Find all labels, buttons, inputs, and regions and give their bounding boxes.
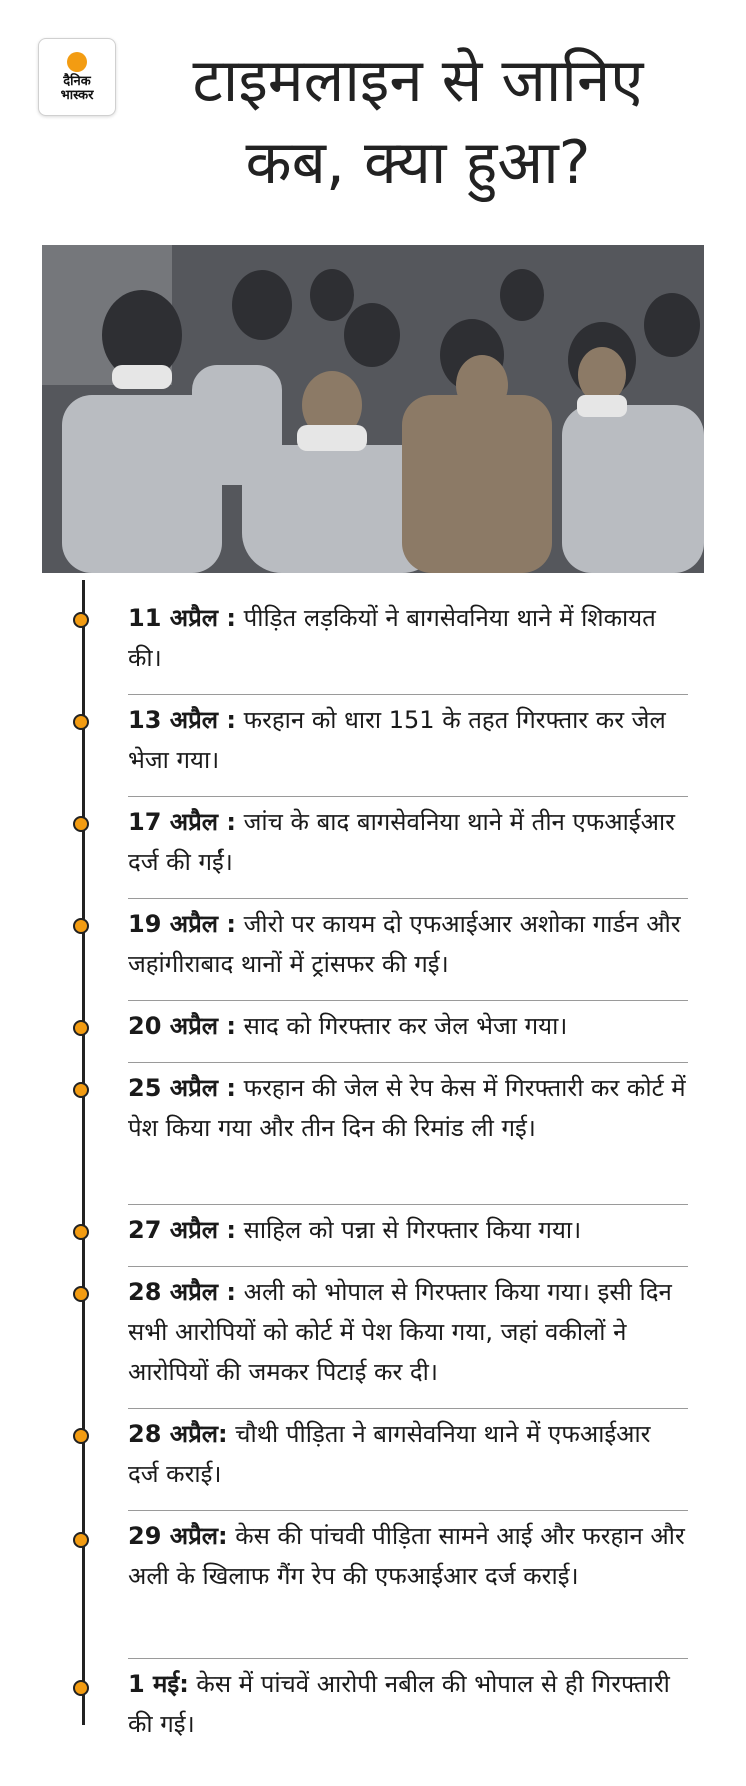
event-text: केस की पांचवी पीड़िता सामने आई और फरहान और अली के खिलाफ गैंग रेप की एफआईआर दर्ज कराई। bbox=[128, 1522, 685, 1590]
dainik-bhaskar-logo bbox=[38, 38, 116, 116]
timeline-dot bbox=[73, 1680, 89, 1696]
event-date: 19 अप्रैल : bbox=[128, 910, 236, 938]
timeline-dot bbox=[73, 714, 89, 730]
event-text: साहिल को पन्ना से गिरफ्तार किया गया। bbox=[235, 1216, 582, 1244]
timeline-event bbox=[128, 802, 688, 882]
event-date: 17 अप्रैल : bbox=[128, 808, 236, 836]
event-date: 20 अप्रैल : bbox=[128, 1012, 236, 1040]
timeline-event bbox=[128, 1664, 688, 1744]
timeline-dot bbox=[73, 918, 89, 934]
timeline-event bbox=[128, 904, 688, 984]
timeline-separator bbox=[128, 1000, 688, 1001]
title-line2: कब, क्या हुआ? bbox=[245, 128, 591, 198]
sun-icon bbox=[67, 52, 87, 72]
timeline-dot bbox=[73, 1224, 89, 1240]
timeline-line bbox=[82, 580, 85, 1725]
event-text: साद को गिरफ्तार कर जेल भेजा गया। bbox=[235, 1012, 568, 1040]
timeline-separator bbox=[128, 1204, 688, 1205]
event-text: फरहान को धारा 151 के तहत गिरफ्तार कर जेल भेजा गया। bbox=[128, 706, 666, 774]
event-text: जांच के बाद बागसेवनिया थाने में तीन एफआईआर दर्ज की गईं। bbox=[128, 808, 675, 876]
timeline-separator bbox=[128, 1658, 688, 1659]
timeline-dot bbox=[73, 1428, 89, 1444]
logo-text-line2: भास्कर bbox=[60, 87, 94, 103]
title-line1: टाइमलाइन से जानिए bbox=[192, 46, 644, 116]
event-text: फरहान की जेल से रेप केस में गिरफ्तारी कर कोर्ट में पेश किया गया और तीन दिन की रिमांड ली गई। bbox=[128, 1074, 686, 1142]
event-text: जीरो पर कायम दो एफआईआर अशोका गार्डन और जहांगीराबाद थानों में ट्रांसफर की गई। bbox=[128, 910, 681, 978]
event-text: पीड़ित लड़कियों ने बागसेवनिया थाने में शिकायत की। bbox=[128, 604, 656, 672]
timeline-dot bbox=[73, 1532, 89, 1548]
timeline-event bbox=[128, 700, 688, 780]
timeline-dot bbox=[73, 1082, 89, 1098]
timeline-event bbox=[128, 1414, 688, 1494]
timeline-separator bbox=[128, 1510, 688, 1511]
event-date: 29 अप्रैल: bbox=[128, 1522, 228, 1550]
timeline-event bbox=[128, 1068, 688, 1148]
timeline-separator bbox=[128, 796, 688, 797]
timeline-dot bbox=[73, 612, 89, 628]
timeline-event bbox=[128, 1272, 688, 1392]
event-date: 25 अप्रैल : bbox=[128, 1074, 236, 1102]
event-date: 28 अप्रैल : bbox=[128, 1278, 236, 1306]
event-date: 11 अप्रैल : bbox=[128, 604, 236, 632]
timeline-event bbox=[128, 598, 688, 678]
timeline-dot bbox=[73, 816, 89, 832]
timeline-separator bbox=[128, 1408, 688, 1409]
event-date: 27 अप्रैल : bbox=[128, 1216, 236, 1244]
event-date: 28 अप्रैल: bbox=[128, 1420, 228, 1448]
timeline-dot bbox=[73, 1286, 89, 1302]
event-text: केस में पांचवें आरोपी नबील की भोपाल से ही गिरफ्तारी की गई। bbox=[128, 1670, 670, 1738]
timeline-event bbox=[128, 1006, 688, 1046]
event-date: 1 मई: bbox=[128, 1670, 189, 1698]
event-text: अली को भोपाल से गिरफ्तार किया गया। इसी दिन सभी आरोपियों को कोर्ट में पेश किया गया, जहां वकीलों ने आरोपियों की जमकर पिटाई कर दी। bbox=[128, 1278, 672, 1386]
logo-text-line1: दैनिक bbox=[63, 73, 91, 89]
news-photo bbox=[42, 245, 704, 573]
page-title bbox=[118, 40, 718, 204]
timeline-event bbox=[128, 1210, 688, 1250]
event-date: 13 अप्रैल : bbox=[128, 706, 236, 734]
timeline-separator bbox=[128, 898, 688, 899]
timeline-separator bbox=[128, 1062, 688, 1063]
timeline-separator bbox=[128, 694, 688, 695]
timeline-separator bbox=[128, 1266, 688, 1267]
timeline-event bbox=[128, 1516, 688, 1596]
event-text: चौथी पीड़िता ने बागसेवनिया थाने में एफआईआर दर्ज कराई। bbox=[128, 1420, 651, 1488]
timeline-dot bbox=[73, 1020, 89, 1036]
